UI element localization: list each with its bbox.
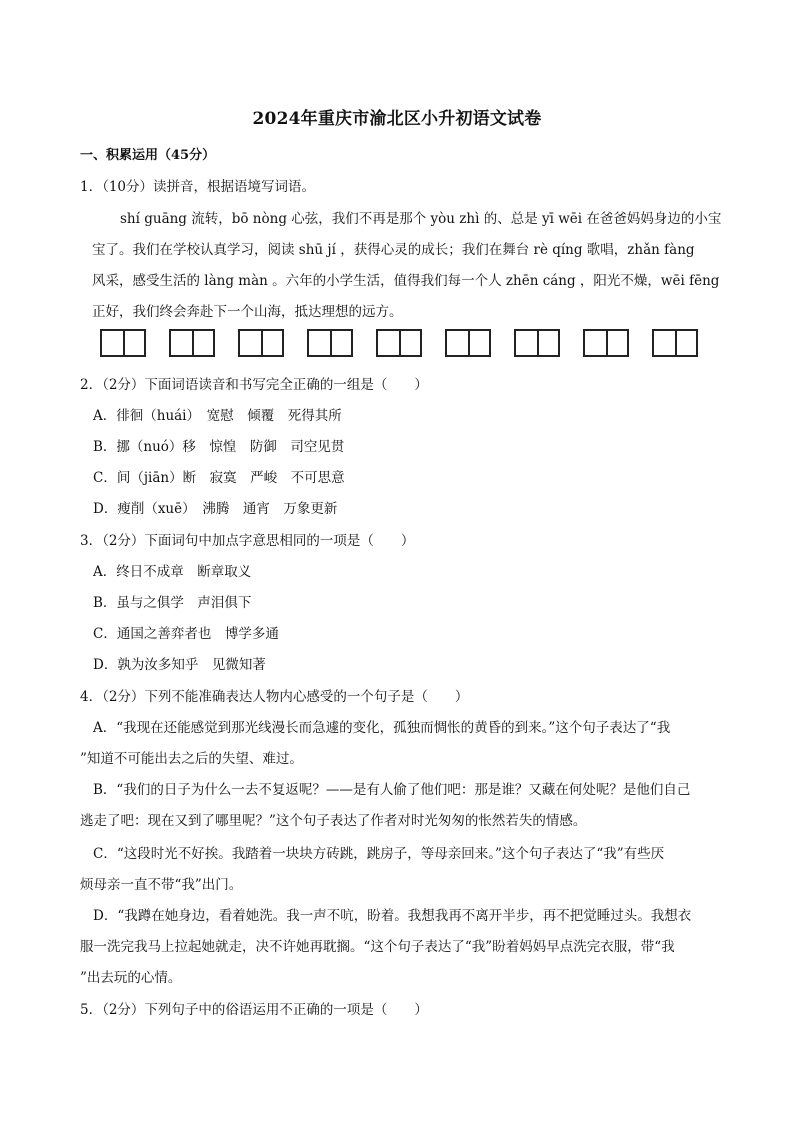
question-1-line: 风采，感受生活的 làng màn 。六年的小学生活，值得我们每一个人 zhēn cáng ，阳光不燥，wēi fēng (92, 273, 720, 289)
answer-box[interactable] (652, 329, 698, 357)
question-5-stem: 5．（2分）下列句子中的俗语运用不正确的一项是（ ） (80, 1002, 428, 1018)
question-4-option-c-cont: 烦母亲一直不带“我”出门。 (80, 877, 243, 893)
answer-box[interactable] (100, 329, 146, 357)
answer-box[interactable] (376, 329, 422, 357)
question-3-option: D．孰为汝多知乎 见微知著 (93, 657, 266, 673)
question-2-option: B．挪（nuó）移 惊惶 防御 司空见贯 (93, 439, 345, 455)
question-3-option: C．通国之善弈者也 博学多通 (93, 626, 279, 642)
question-2-option: A．徘徊（huái） 宽慰 倾覆 死得其所 (93, 408, 342, 424)
question-4-option-a: A．“我现在还能感觉到那光线漫长而急遽的变化，孤独而惆怅的黄昏的到来。”这个句子表达了“我 (93, 720, 671, 736)
question-4-option-b-cont: 逃走了吧：现在又到了哪里呢？”这个句子表达了作者对时光匆匆的怅然若失的情感。 (80, 813, 587, 829)
question-1-line: shí guāng 流转，bō nòng 心弦，我们不再是那个 yòu zhì 的、总是 yī wēi 在爸爸妈妈身边的小宝 (120, 211, 722, 227)
question-3-stem: 3．（2分）下面词句中加点字意思相同的一项是（ ） (80, 533, 415, 549)
question-2-stem: 2．（2分）下面词语读音和书写完全正确的一组是（ ） (80, 377, 428, 393)
question-4-option-d-cont: ”出去玩的心情。 (80, 970, 182, 986)
question-3-option: B．虽与之俱学 声泪俱下 (93, 595, 252, 611)
question-4-option-d-cont: 服一洗完我马上拉起她就走，决不许她再耽搁。“这个句子表达了“我”盼着妈妈早点洗完衣服，带“我 (80, 939, 675, 955)
answer-box[interactable] (514, 329, 560, 357)
question-1-line: 宝了。我们在学校认真学习，阅读 shū jí ，获得心灵的成长；我们在舞台 rè qíng 歌唱，zhǎn fàng (92, 242, 695, 258)
answer-box[interactable] (307, 329, 353, 357)
answer-box[interactable] (169, 329, 215, 357)
question-3-option: A．终日不成章 断章取义 (93, 564, 252, 580)
section-heading: 一、积累运用（45分） (80, 148, 216, 163)
answer-box-grid (100, 329, 700, 357)
answer-box[interactable] (445, 329, 491, 357)
question-4-option-b: B．“我们的日子为什么一去不复返呢？——是有人偷了他们吧：那是谁？又藏在何处呢？是他们自己 (93, 782, 691, 798)
question-1-line: 正好，我们终会奔赴下一个山海，抵达理想的远方。 (92, 304, 403, 320)
answer-box[interactable] (238, 329, 284, 357)
question-2-option: C．间（jiān）断 寂寞 严峻 不可思意 (93, 470, 345, 486)
question-1-stem: 1．（10分）读拼音，根据语境写词语。 (80, 179, 316, 195)
question-4-option-c: C．“这段时光不好挨。我踏着一块块方砖跳，跳房子，等母亲回来。”这个句子表达了“我”有些厌 (93, 846, 665, 862)
question-4-stem: 4．（2分）下列不能准确表达人物内心感受的一个句子是（ ） (80, 689, 469, 705)
answer-box[interactable] (583, 329, 629, 357)
question-2-option: D．瘦削（xuē） 沸腾 通宵 万象更新 (93, 501, 338, 517)
exam-title: 2024年重庆市渝北区小升初语文试卷 (252, 109, 542, 129)
question-4-option-a-cont: ”知道不可能出去之后的失望、难过。 (80, 751, 303, 767)
question-4-option-d: D．“我蹲在她身边，看着她洗。我一声不吭，盼着。我想我再不离开半步，再不把觉睡过头。我想衣 (93, 908, 692, 924)
